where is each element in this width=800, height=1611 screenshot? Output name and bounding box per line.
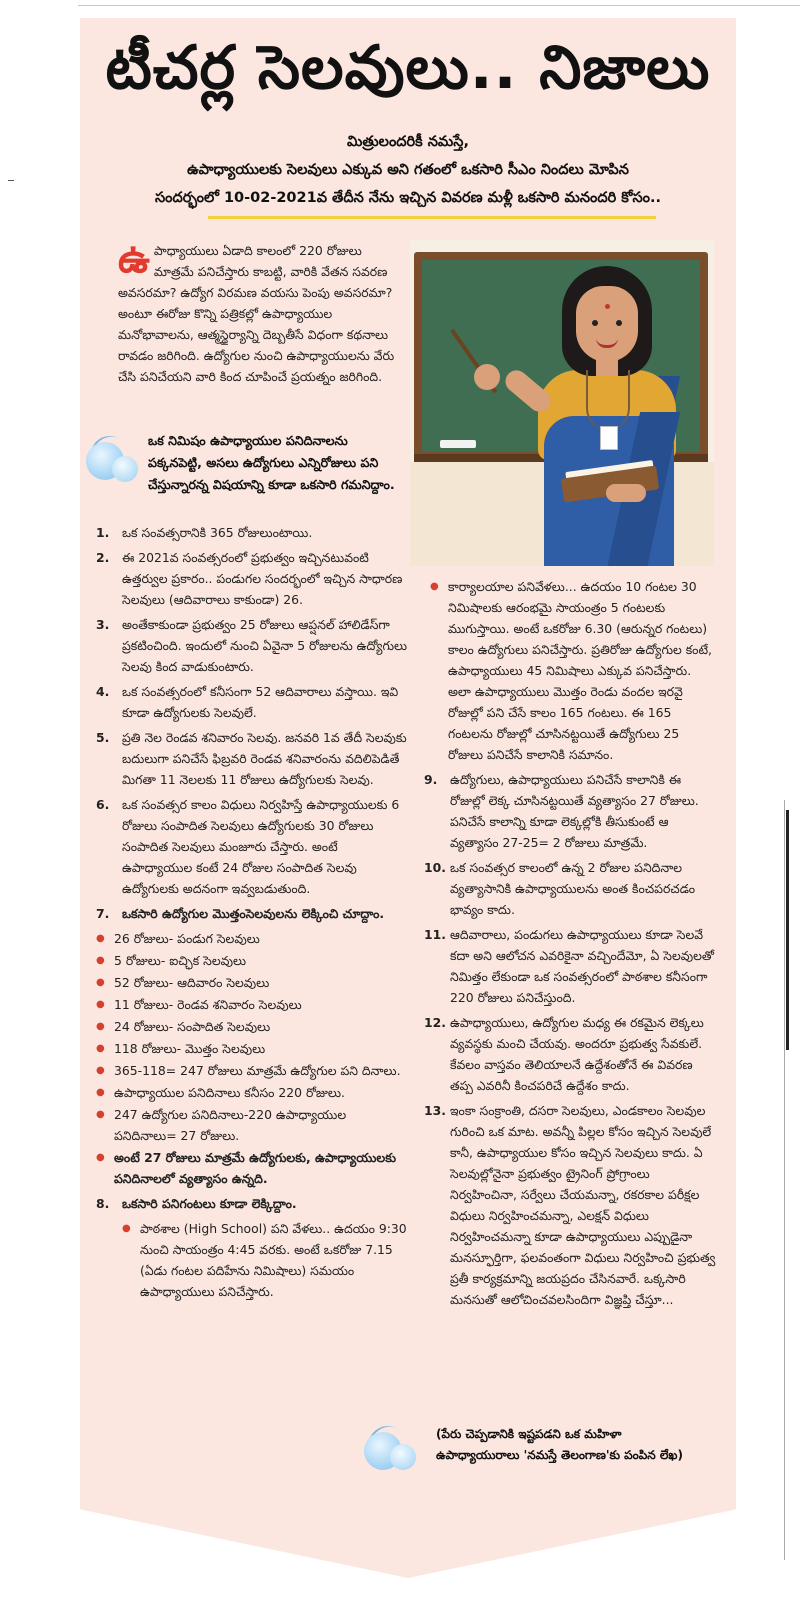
point-text: ఉద్యోగులు, ఉపాధ్యాయులు పనిచేసే కాలానికి ఈ రోజుల్లో లెక్క చూసినట్టయితే వ్యత్యాసం 27 రోజులు. పనిచేసే కాలాన్ని కూడా లెక్కల్లోకి తీసుకుంటే ఆ వ్యత్యాసం 27-25= 2 రోజులు మాత్రమే. — [450, 772, 699, 850]
point-item — [96, 547, 408, 610]
point-text: ఒక సంవత్సరంలో కనీసంగా 52 ఆదివారాలు వస్తాయి. ఇవి కూడా ఉద్యోగులకు సెలవులే. — [122, 684, 399, 720]
lead-text: పాధ్యాయులు ఏడాది కాలంలో 220 రోజులు మాత్రమే పనిచేస్తారు కాబట్టి, వారికి వేతన సవరణ అవసరమా? ఉద్యోగ విరమణ వయసు పెంపు అవసరమా? అంటూ ఈరోజు కొన్ని పత్రికల్లో ఉపాధ్యాయుల మనోభావాలను, ఆత్మస్థైర్యాన్ని దెబ్బతీసే విధంగా కథనాలు రావడం జరిగింది. ఉద్యోగుల నుంచి ఉపాధ్యాయులను వేరు చేసి పనిచేయని వారి కింద చూపించే ప్రయత్నం జరిగింది. — [118, 243, 395, 384]
right-column — [424, 576, 716, 1314]
point7-list — [96, 928, 408, 1146]
intro-underline — [208, 216, 656, 219]
left-column — [96, 522, 408, 1302]
margin-mark — [8, 180, 14, 181]
point-text: ఒకసారి ఉద్యోగుల మొత్తంసెలవులను లెక్కించి చూద్దాం. — [122, 906, 385, 921]
point-number: 4. — [96, 684, 110, 699]
point-text: ఒక సంవత్సరానికి 365 రోజులుంటాయి. — [122, 525, 313, 540]
point-text: ఉపాధ్యాయులు, ఉద్యోగుల మధ్య ఈ రకమైన లెక్కలు వ్యవస్థకు మంచి చేయవు. అందరూ ప్రభుత్వ సేవకులే. కేవలం వాస్తవం తెలియాలనే ఉద్దేశంతోనే ఈ వివరణ తప్ప ఎవరినీ కించపరిచే ఉద్దేశం కాదు. — [450, 1015, 704, 1093]
point8-school-hours: ● పాఠశాల (High School) పని వేళలు.. ఉదయం 9:30 నుంచి సాయంత్రం 4:45 వరకు. అంటే ఒకరోజు 7.15 (ఏడు గంటల పదిహేను నిమిషాలు) సమయం ఉపాధ్యాయులు పనిచేస్తారు. — [122, 1218, 408, 1302]
lead-paragraph — [118, 236, 400, 387]
point-item — [96, 614, 408, 677]
list-item: ● ఉపాధ్యాయుల పనిదినాలు కనీసం 220 రోజులు. — [96, 1082, 408, 1103]
point-item — [96, 794, 408, 899]
point-number: 11. — [424, 927, 446, 942]
intro-line-3: సందర్భంలో 10-02-2021వ తేదీన నేను ఇచ్చిన వివరణ మళ్లీ ఒకసారి మనందరి కోసం.. — [154, 190, 662, 206]
point-item — [424, 1100, 716, 1310]
teacher-illustration — [410, 240, 714, 566]
drop-cap: ఉ — [118, 236, 150, 282]
point-number: 12. — [424, 1015, 446, 1030]
list-item: ● 118 రోజులు- మొత్తం సెలవులు — [96, 1038, 408, 1059]
list-item: ● 247 ఉద్యోగుల పనిదినాలు-220 ఉపాధ్యాయుల పనిదినాలు= 27 రోజులు. — [96, 1104, 408, 1146]
point-item — [96, 1193, 408, 1214]
intro-greeting: మిత్రులందరికీ నమస్తే, — [347, 134, 469, 150]
intro-line-2: ఉపాధ్యాయులకు సెలవులు ఎక్కువ అని గతంలో ఒకసారి సీఎం నిందలు మోపిన — [187, 162, 629, 178]
point-number: 13. — [424, 1103, 446, 1118]
point-item — [424, 857, 716, 920]
chalk-icon — [440, 440, 476, 448]
list-item: ● 52 రోజులు- ఆదివారం సెలవులు — [96, 972, 408, 993]
point-number: 2. — [96, 550, 110, 565]
point-item — [96, 903, 408, 924]
point-number: 3. — [96, 617, 110, 632]
point-text: ఈ 2021వ సంవత్సరంలో ప్రభుత్వం ఇచ్చినటువంటి ఉత్తర్వుల ప్రకారం.. పండుగల సందర్భంలో ఇచ్చిన సాధారణ సెలవులు (ఆదివారాలు కాకుండా) 26. — [122, 550, 403, 607]
page-title: టీచర్ల సెలవులు.. నిజాలు — [105, 33, 711, 103]
top-rule — [78, 5, 800, 6]
list-item: ● 5 రోజులు- ఐచ్ఛిక సెలవులు — [96, 950, 408, 971]
point-number: 1. — [96, 525, 110, 540]
point-number: 10. — [424, 860, 446, 875]
point-text: ఒక సంవత్సర కాలం విధులు నిర్వహిస్తే ఉపాధ్యాయులకు 6 రోజులు సంపాదిత సెలవులు ఉద్యోగులకు 30 రోజులు సంపాదిత సెలవులు మంజూరు చేస్తారు. అంటే ఉపాధ్యాయుల కంటే 24 రోజుల సంపాదిత సెలవు ఉద్యోగులకు అదనంగా ఇవ్వబడుతుంది. — [122, 797, 400, 896]
highlight-callout: ఒక నిమిషం ఉపాధ్యాయుల పనిదినాలను పక్కనపెట్టి, అసలు ఉద్యోగులు ఎన్నిరోజులు పని చేస్తున్నారన్న విషయాన్ని కూడా ఒకసారి గమనిద్దాం. — [148, 433, 395, 492]
bubble-small-icon — [390, 1444, 416, 1470]
point-item — [424, 924, 716, 1008]
point-text: ఒకసారి పనిగంటలు కూడా లెక్కిద్దాం. — [122, 1196, 297, 1211]
point-text: ఆదివారాలు, పండుగలు ఉపాధ్యాయులు కూడా సెలవే కదా అని ఆలోచన ఎవరికైనా వచ్చిందేమో, ఏ సెలవులతో నిమిత్తం లేకుండా ఒక సంవత్సరంలో పాఠశాల కనీసంగా 220 రోజులు పనిచేస్తుంది. — [450, 927, 714, 1005]
point-number: 7. — [96, 906, 110, 921]
intro-block — [100, 128, 716, 212]
point-text: ఇంకా సంక్రాంతి, దసరా సెలవులు, ఎండకాలం సెలవుల గురించి ఒక మాట. అవన్నీ పిల్లల కోసం ఇచ్చిన సెలవులే కానీ, ఉపాధ్యాయుల కోసం ఇచ్చిన సెలవులు కాదు. ఏ సెలవుల్లోనైనా ప్రభుత్వం ట్రైనింగ్ ప్రోగ్రాంలు నిర్వహించినా, సర్వేలు చేయమన్నా, రకరకాల పరీక్షల విధులు నిర్వహించమన్నా, ఎలక్షన్ విధులు నిర్వహించమన్నా కూడా ఉపాధ్యాయులు ఎప్పుడైనా మనస్ఫూర్తిగా, ఫలవంతంగా విధులు నిర్వహించి ప్రభుత్వ ప్రతీ కార్యక్రమాన్ని జయప్రదం చేసినవారే. ఒక్కసారి మనసుతో ఆలోచించవలసిందిగా విజ్ఞప్తి చేస్తూ... — [450, 1103, 716, 1307]
point-number: 5. — [96, 730, 110, 745]
list-item: ● 24 రోజులు- సంపాదిత సెలవులు — [96, 1016, 408, 1037]
point-item — [424, 1012, 716, 1096]
point-text: ప్రతి నెల రెండవ శనివారం సెలవు. జనవరి 1వ తేదీ సెలవుకు బదులుగా పనిచేసే ఫిబ్రవరి రెండవ శనివారంను వదిలిపెడితే మిగతా 11 నెలలకు 11 రోజులు ఉద్యోగులకు సెలవు. — [122, 730, 407, 787]
adjacent-column-bar — [786, 810, 789, 1050]
point-number: 6. — [96, 797, 110, 812]
adjacent-column-rule — [784, 800, 785, 1560]
point-number: 9. — [424, 772, 438, 787]
point-item — [96, 727, 408, 790]
list-item: ● 11 రోజులు- రెండవ శనివారం సెలవులు — [96, 994, 408, 1015]
point-number: 8. — [96, 1196, 110, 1211]
point-item — [96, 681, 408, 723]
letter-credit: (పేరు చెప్పడానికి ఇష్టపడని ఒక మహిళా ఉపాధ్యాయురాలు 'నమస్తే తెలంగాణ'కు పంపిన లేఖ) — [436, 1427, 683, 1462]
point-text: అంతేకాకుండా ప్రభుత్వం 25 రోజులు ఆప్షనల్ హాలిడేస్‌గా ప్రకటించింది. ఇందులో నుంచి ఏవైనా 5 రోజులను ఉద్యోగులు సెలవు కింద వాడుకుంటారు. — [122, 617, 408, 674]
point7-conclusion: ● అంటే 27 రోజులు మాత్రమే ఉద్యోగులకు, ఉపాధ్యాయులకు పనిదినాలలో వ్యత్యాసం ఉన్నది. — [96, 1147, 408, 1189]
id-card-icon — [600, 426, 618, 450]
point-text: ఒక సంవత్సర కాలంలో ఉన్న 2 రోజుల పనిదినాల వ్యత్యాసానికి ఉపాధ్యాయులను అంత కించపరచడం భావ్యం కాదు. — [450, 860, 695, 917]
point-item — [96, 522, 408, 543]
list-item: ● 365-118= 247 రోజులు మాత్రమే ఉద్యోగుల పని దినాలు. — [96, 1060, 408, 1081]
point-item — [424, 769, 716, 853]
point8-office-hours: ● కార్యాలయాల పనివేళలు... ఉదయం 10 గంటల 30 నిమిషాలకు ఆరంభమై సాయంత్రం 5 గంటలకు ముగుస్తాయి. అంటే ఒకరోజు 6.30 (ఆరున్నర గంటలు) కాలం ఉద్యోగులు పనిచేస్తారు. ప్రతిరోజు ఉద్యోగుల కంటే, ఉపాధ్యాయులు 45 నిమిషాలు ఎక్కువ పనిచేస్తారు. అలా ఉపాధ్యాయులు మొత్తం రెండు వందల ఇరవై రోజుల్లో పని చేసే కాలం 165 గంటలు. ఈ 165 గంటలను రోజుల్లో చూసినట్టయితే ఉద్యోగులు 25 రోజులు పనిచేసే కాలానికి సమానం. — [430, 576, 716, 765]
list-item: ● 26 రోజులు- పండుగ సెలవులు — [96, 928, 408, 949]
bubble-small-icon — [112, 456, 138, 482]
